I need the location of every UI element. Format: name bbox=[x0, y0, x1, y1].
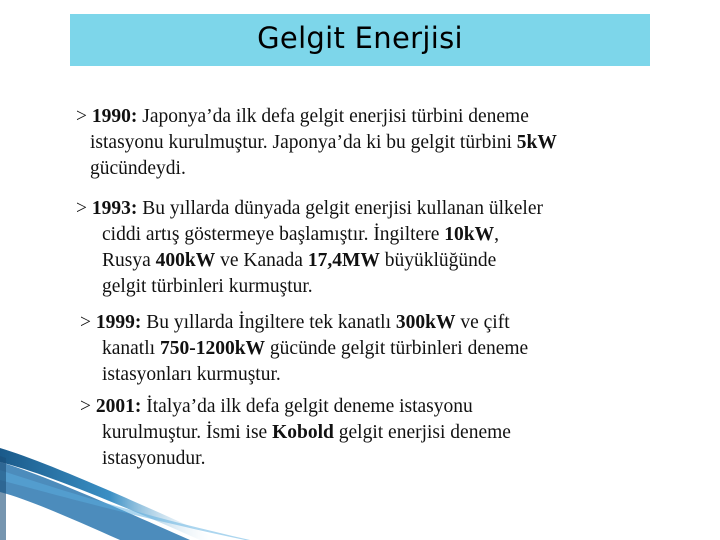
page-title: Gelgit Enerjisi bbox=[257, 21, 463, 55]
text-segment: > bbox=[80, 312, 96, 333]
bold-text: 1999: bbox=[95, 312, 142, 333]
text-segment: İtalya’da ilk defa gelgit deneme istasyonu bbox=[141, 396, 473, 417]
text-segment: istasyonudur. bbox=[102, 448, 206, 469]
bold-text: 400kW bbox=[155, 250, 216, 271]
text-segment: Rusya bbox=[102, 250, 156, 271]
text-segment: Bu yıllarda İngiltere tek kanatlı bbox=[141, 312, 396, 333]
text-segment: > bbox=[76, 198, 92, 219]
text-segment: Japonya’da ilk defa gelgit enerjisi türbini deneme bbox=[137, 106, 529, 127]
text-segment: ve çift bbox=[455, 312, 510, 333]
text-segment: ve Kanada bbox=[215, 250, 308, 271]
bold-text: Kobold bbox=[272, 422, 334, 443]
text-segment: istasyonları kurmuştur. bbox=[102, 364, 281, 385]
text-segment: istasyonu kurulmuştur. Japonya’da ki bu gelgit türbini bbox=[90, 132, 517, 153]
text-segment: gelgit türbinleri kurmuştur. bbox=[102, 276, 313, 297]
text-segment: ciddi artış göstermeye başlamıştır. İngiltere bbox=[102, 224, 445, 245]
bold-text: 17,4MW bbox=[307, 250, 380, 271]
text-segment: Bu yıllarda dünyada gelgit enerjisi kullanan ülkeler bbox=[137, 198, 543, 219]
text-segment: kurulmuştur. İsmi ise bbox=[102, 422, 273, 443]
text-segment: > bbox=[80, 396, 96, 417]
bold-text: 1993: bbox=[91, 198, 138, 219]
text-segment: , bbox=[494, 224, 499, 245]
bold-text: 300kW bbox=[395, 312, 456, 333]
text-segment: gelgit enerjisi deneme bbox=[333, 422, 511, 443]
bold-text: 1990: bbox=[91, 106, 138, 127]
text-segment: kanatlı bbox=[102, 338, 160, 359]
bold-text: 750-1200kW bbox=[159, 338, 266, 359]
text-segment: gücündeydi. bbox=[90, 158, 186, 179]
bold-text: 5kW bbox=[516, 132, 557, 153]
text-segment: > bbox=[76, 106, 92, 127]
text-segment: gücünde gelgit türbinleri deneme bbox=[265, 338, 529, 359]
bold-text: 10kW bbox=[444, 224, 495, 245]
text-segment: büyüklüğünde bbox=[379, 250, 497, 271]
bold-text: 2001: bbox=[95, 396, 142, 417]
